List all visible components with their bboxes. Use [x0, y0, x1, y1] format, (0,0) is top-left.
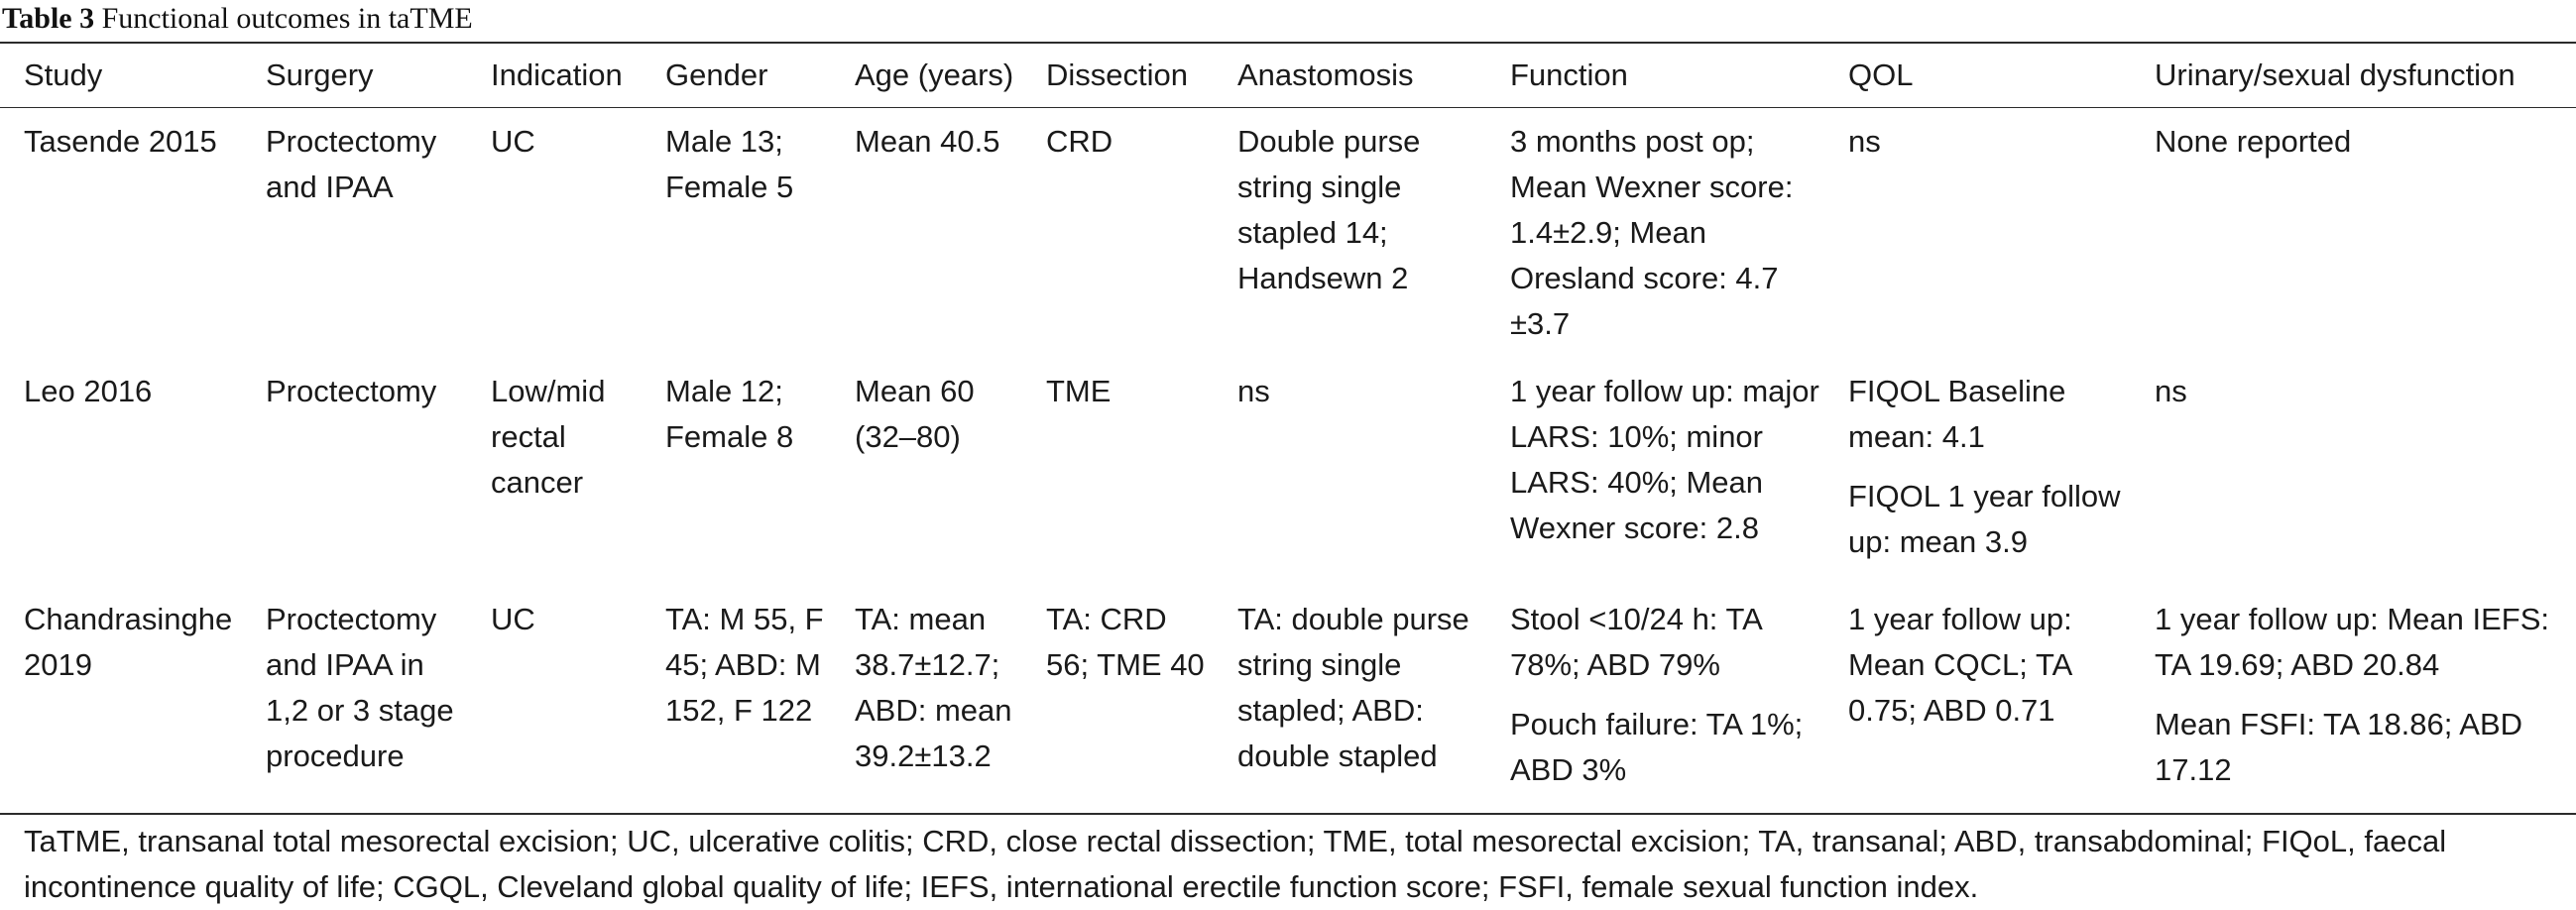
- cell-surgery: Proctectomy and IPAA in 1,2 or 3 stage procedure: [266, 602, 454, 773]
- table-caption: [2, 2, 473, 36]
- cell-gender: TA: M 55, F 45; ABD: M 152, F 122: [665, 602, 824, 728]
- cell-anastomosis: Double purse string single stapled 14; Handsewn 2: [1237, 124, 1421, 295]
- cell-age: Mean 60 (32–80): [855, 374, 975, 454]
- cell-function: [1486, 107, 1824, 357]
- qol-text: FIQOL 1 year follow up: mean 3.9: [1848, 479, 2121, 559]
- table-title: Functional outcomes in taTME: [101, 2, 473, 35]
- qol-text: 1 year follow up: Mean CQCL; TA 0.75; ABD 0.71: [1848, 602, 2072, 728]
- function-text: Stool <10/24 h: TA 78%; ABD 79%: [1510, 602, 1762, 682]
- cell-indication: UC: [491, 602, 535, 636]
- column-header-gender: Gender: [665, 57, 768, 92]
- table-footnote: TaTME, transanal total mesorectal excision; UC, ulcerative colitis; CRD, close rectal dissection; TME, total mesorectal excision; TA, transanal; ABD, transabdominal; FIQoL, faecal incontinence quality of life; CGQL, Cleveland global quality of life; IEFS, international erectile function score; FSFI, female sexual function index.: [24, 824, 2447, 904]
- column-header-qol: QOL: [1848, 57, 1914, 92]
- cell-surgery: Proctectomy: [266, 374, 437, 408]
- cell-anastomosis: ns: [1237, 374, 1270, 408]
- cell-study: Tasende 2015: [24, 124, 217, 159]
- header-row: [0, 44, 2576, 107]
- cell-qol: [1824, 107, 2131, 357]
- cell-function: [1486, 357, 1824, 585]
- table-row: [0, 585, 2576, 823]
- cell-dissection: TME: [1046, 374, 1112, 408]
- table-label: Table 3: [2, 2, 95, 35]
- function-text: 3 months post op; Mean Wexner score: 1.4±2.9; Mean Oresland score: 4.7 ±3.7: [1510, 124, 1794, 341]
- table-row: [0, 107, 2576, 357]
- column-header-anastomosis: Anastomosis: [1237, 57, 1414, 92]
- function-text: Pouch failure: TA 1%; ABD 3%: [1510, 707, 1804, 787]
- cell-surgery: Proctectomy and IPAA: [266, 124, 437, 204]
- cell-age: Mean 40.5: [855, 124, 1000, 159]
- cell-study: Chandrasinghe 2019: [24, 602, 233, 682]
- table-row: [0, 357, 2576, 585]
- column-header-dissection: Dissection: [1046, 57, 1188, 92]
- cell-gender: Male 13; Female 5: [665, 124, 794, 204]
- cell-indication: Low/mid rectal cancer: [491, 374, 606, 500]
- functional-outcomes-table: [0, 44, 2576, 823]
- cell-qol: [1824, 585, 2131, 823]
- cell-urinary-sexual: [2131, 585, 2576, 823]
- cell-dissection: TA: CRD 56; TME 40: [1046, 602, 1205, 682]
- qol-text: ns: [1848, 124, 1881, 159]
- column-header-age: Age (years): [855, 57, 1014, 92]
- cell-urinary-sexual: [2131, 107, 2576, 357]
- urinary-sexual-text: ns: [2155, 374, 2187, 408]
- cell-study: Leo 2016: [24, 374, 153, 408]
- cell-gender: Male 12; Female 8: [665, 374, 794, 454]
- function-text: 1 year follow up: major LARS: 10%; minor LARS: 40%; Mean Wexner score: 2.8: [1510, 374, 1819, 545]
- qol-text: FIQOL Baseline mean: 4.1: [1848, 374, 2066, 454]
- cell-anastomosis: TA: double purse string single stapled; ABD: double stapled: [1237, 602, 1469, 773]
- cell-dissection: CRD: [1046, 124, 1113, 159]
- urinary-sexual-text: 1 year follow up: Mean IEFS: TA 19.69; ABD 20.84: [2155, 602, 2550, 682]
- column-header-function: Function: [1510, 57, 1628, 92]
- column-header-surgery: Surgery: [266, 57, 374, 92]
- urinary-sexual-text: None reported: [2155, 124, 2352, 159]
- urinary-sexual-text: Mean FSFI: TA 18.86; ABD 17.12: [2155, 707, 2523, 787]
- column-header-urinary-sexual: Urinary/sexual dysfunction: [2155, 57, 2516, 92]
- cell-qol: [1824, 357, 2131, 585]
- cell-indication: UC: [491, 124, 535, 159]
- cell-function: [1486, 585, 1824, 823]
- cell-urinary-sexual: [2131, 357, 2576, 585]
- column-header-indication: Indication: [491, 57, 623, 92]
- cell-age: TA: mean 38.7±12.7; ABD: mean 39.2±13.2: [855, 602, 1012, 773]
- column-header-study: Study: [24, 57, 103, 92]
